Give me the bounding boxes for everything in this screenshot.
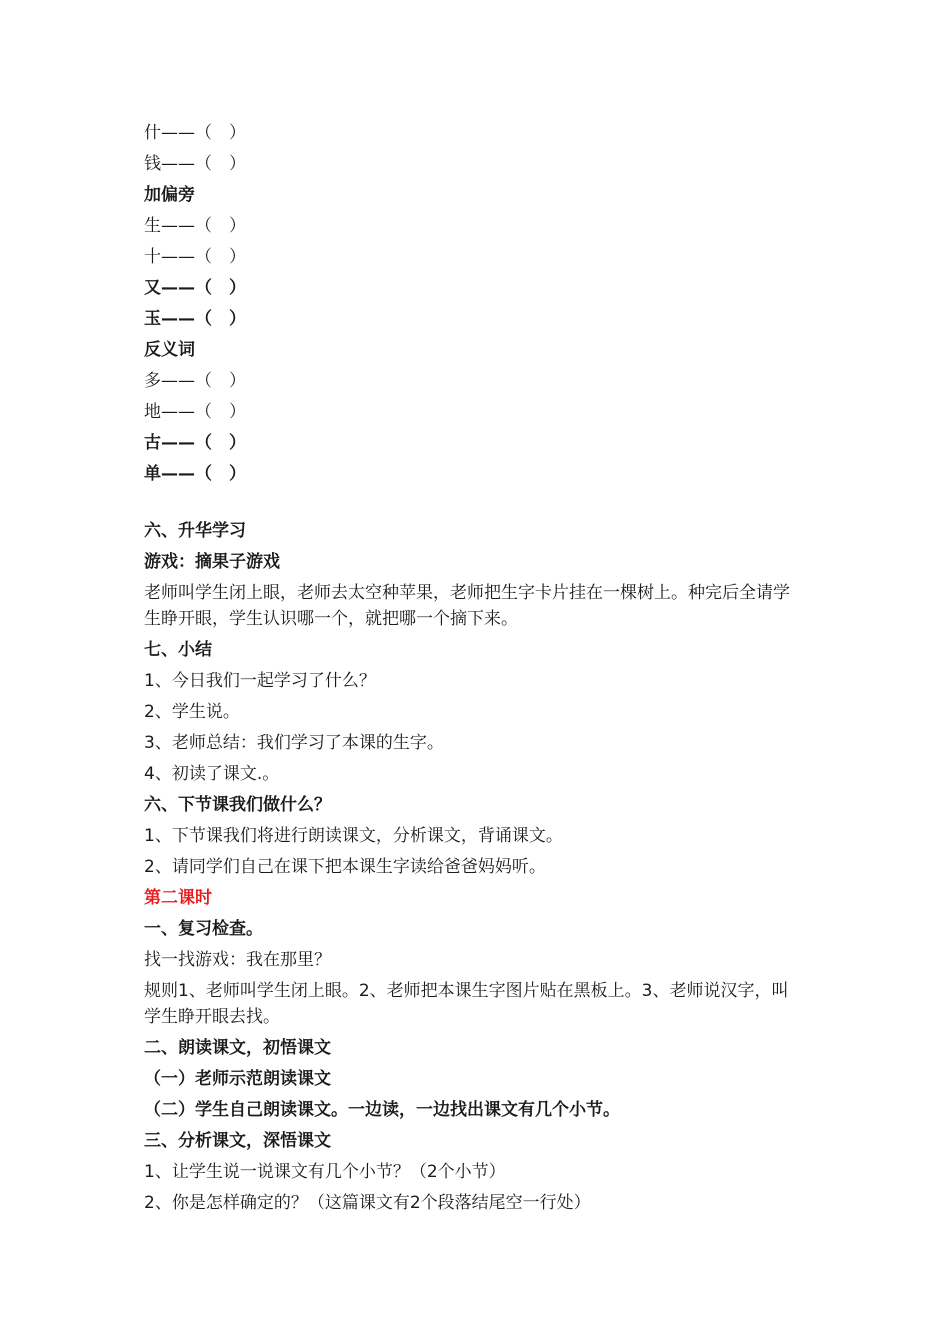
paragraph: 找一找游戏：我在那里？ bbox=[144, 950, 331, 970]
list-item: 3、老师总结：我们学习了本课的生字。 bbox=[144, 733, 444, 753]
exercise-line: 钱——（ ） bbox=[144, 154, 246, 174]
exercise-line: 古——（ ） bbox=[144, 433, 246, 453]
paragraph: 规则1、老师叫学生闭上眼。2、老师把本课生字图片贴在黑板上。3、老师说汉字，叫学生睁开眼去找。 bbox=[144, 981, 789, 1027]
section-heading: 六、下节课我们做什么？ bbox=[144, 795, 331, 815]
lesson-title: 第二课时 bbox=[144, 888, 212, 908]
list-item: 4、初读了课文.。 bbox=[144, 764, 280, 784]
list-item: 1、下节课我们将进行朗读课文，分析课文，背诵课文。 bbox=[144, 826, 563, 846]
exercise-line: 玉——（ ） bbox=[144, 309, 246, 329]
exercise-line: 单——（ ） bbox=[144, 464, 246, 484]
sub-heading: （二）学生自己朗读课文。一边读，一边找出课文有几个小节。 bbox=[144, 1100, 620, 1120]
exercise-line: 生——（ ） bbox=[144, 216, 246, 236]
section-heading: 一、复习检查。 bbox=[144, 919, 263, 939]
list-item: 2、你是怎样确定的？（这篇课文有2个段落结尾空一行处） bbox=[144, 1193, 591, 1213]
section-heading: 二、朗读课文，初悟课文 bbox=[144, 1038, 331, 1058]
exercise-line: 十——（ ） bbox=[144, 247, 246, 267]
sub-heading: 游戏：摘果子游戏 bbox=[144, 552, 280, 572]
blank-line bbox=[144, 492, 804, 518]
list-item: 1、今日我们一起学习了什么？ bbox=[144, 671, 376, 691]
list-item: 2、请同学们自己在课下把本课生字读给爸爸妈妈听。 bbox=[144, 857, 546, 877]
list-item: 1、让学生说一说课文有几个小节？（2个小节） bbox=[144, 1162, 506, 1182]
section-heading: 反义词 bbox=[144, 340, 195, 360]
exercise-line: 又——（ ） bbox=[144, 278, 246, 298]
list-item: 2、学生说。 bbox=[144, 702, 240, 722]
section-heading: 七、小结 bbox=[144, 640, 212, 660]
exercise-line: 多——（ ） bbox=[144, 371, 246, 391]
section-heading: 六、升华学习 bbox=[144, 521, 246, 541]
exercise-line: 地——（ ） bbox=[144, 402, 246, 422]
exercise-line: 什——（ ） bbox=[144, 123, 246, 143]
sub-heading: （一）老师示范朗读课文 bbox=[144, 1069, 331, 1089]
document-page bbox=[144, 120, 804, 1221]
section-heading: 三、分析课文，深悟课文 bbox=[144, 1131, 331, 1151]
paragraph: 老师叫学生闭上眼，老师去太空种苹果，老师把生字卡片挂在一棵树上。种完后全请学生睁开眼，学生认识哪一个，就把哪一个摘下来。 bbox=[144, 583, 790, 629]
section-heading: 加偏旁 bbox=[144, 185, 195, 205]
